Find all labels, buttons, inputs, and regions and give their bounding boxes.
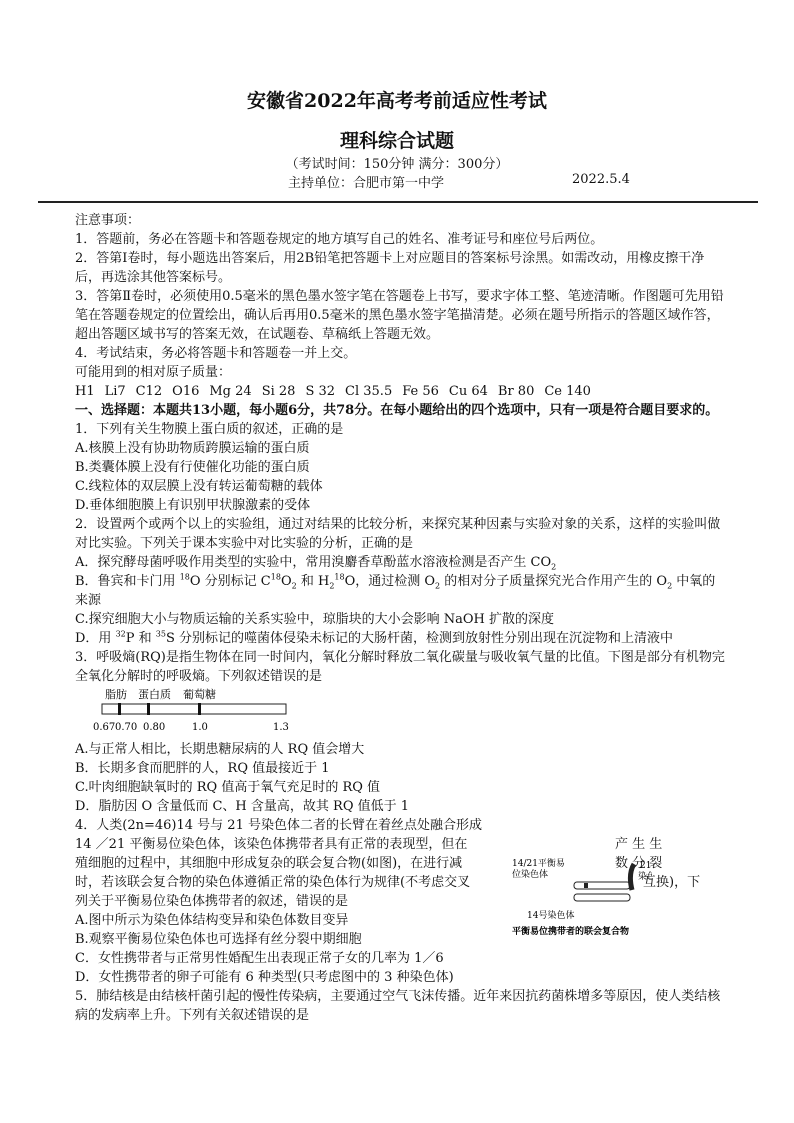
rq-scale-figure [75, 686, 435, 740]
question-5-stem: 5．肺结核是由结核杆菌引起的慢性传染病，主要通过空气飞沫传播。近年来因抗药菌株增多等原因，使人类结核病的发病率上升。下列有关叙述错误的是 [75, 989, 721, 1023]
tick-label: 0.67 [93, 722, 116, 733]
option: A.核膜上没有协助物质跨膜运输的蛋白质 [75, 441, 310, 456]
option-text: O [280, 574, 292, 589]
note-item: 4．考试结束，务必将答题卡和答题卷一并上交。 [75, 346, 357, 361]
tick-label: 1.3 [273, 722, 289, 733]
option-text: 中氧的来源 [75, 574, 716, 608]
mass-item: Fe 56 [402, 384, 439, 399]
tick-label: 0.70 [115, 722, 138, 733]
subscript: 2 [435, 581, 441, 591]
superscript: 18 [334, 572, 345, 582]
superscript: 18 [179, 572, 190, 582]
option: D．女性携带者的卵子可能有 6 种类型(只考虑图中的 3 种染色体) [75, 970, 454, 985]
option [75, 572, 725, 610]
mass-item: H1 [75, 384, 95, 399]
subscript: 2 [291, 581, 297, 591]
exam-subtitle: 理科综合试题 [339, 130, 454, 152]
question-3-stem: 3．呼吸熵(RQ)是指生物体在同一时间内，氧化分解时释放二氧化碳量与吸收氧气量的比值。下图是部分有机物完全氧化分解时的呼吸熵。下列叙述错误的是 [75, 650, 725, 684]
scale-label-fat: 脂肪 [105, 688, 127, 701]
option-text: B．鲁宾和卡门用 [75, 574, 180, 589]
option: C.线粒体的双层膜上没有转运葡萄糖的载体 [75, 479, 323, 494]
tick-label: 1.0 [192, 722, 208, 733]
option: B.类囊体膜上没有行使催化功能的蛋白质 [75, 460, 310, 475]
mass-item: Cu 64 [448, 384, 488, 399]
line-tail: 互换)，下 [643, 875, 701, 890]
fig-label: 21 [640, 861, 652, 871]
section-heading: 一、选择题：本题共13小题，每小题6分，共78分。在每小题给出的四个选项中，只有一项是符合题目要求的。 [75, 403, 719, 418]
fig-label: 染色 [638, 872, 652, 882]
question-4-line [75, 835, 725, 854]
atomic-masses [75, 382, 725, 401]
notes-heading: 注意事项： [75, 213, 141, 228]
option: C.探究细胞大小与物质运输的关系实验中，琼脂块的大小会影响 NaOH 扩散的深度 [75, 612, 555, 627]
option-text: P 和 [125, 631, 156, 646]
subscript: 2 [667, 581, 673, 591]
fig-label: 位染色体 [512, 870, 549, 880]
option-text: O 分别标记 C [189, 574, 271, 589]
host-unit: 主持单位：合肥市第一中学 [288, 176, 445, 191]
mass-item: Cl 35.5 [345, 384, 393, 399]
option: D.垂体细胞膜上有识别甲状腺激素的受体 [75, 498, 311, 513]
line-text: 殖细胞的过程中，其细胞中形成复杂的联会复合物(如图)，在进行减 [75, 856, 463, 871]
synapsis-figure [432, 854, 652, 944]
mass-item: S 32 [305, 384, 336, 399]
option: A.与正常人相比，长期患糖尿病的人 RQ 值会增大 [75, 742, 365, 757]
chromosome-14 [574, 894, 630, 901]
scale-label-protein: 蛋白质 [138, 688, 171, 701]
chromosome-21 [630, 864, 634, 890]
option-text: D．用 [75, 631, 116, 646]
scale-label-glucose: 葡萄糖 [183, 688, 216, 701]
line-tail: 数 分 裂 [615, 856, 663, 871]
question-1-stem: 1．下列有关生物膜上蛋白质的叙述，正确的是 [75, 422, 344, 437]
mass-item: Si 28 [261, 384, 296, 399]
line-text: 时，若该联会复合物的染色体遵循正常的染色体行为规律(不考虑交叉 [75, 875, 471, 890]
mass-item: Mg 24 [209, 384, 252, 399]
line-tail: 产 生 生 [615, 837, 663, 852]
fig-label: 14号染色体 [527, 911, 575, 921]
exam-date: 2022.5.4 [572, 172, 630, 187]
subscript: 2 [329, 581, 335, 591]
option: D．脂肪因 O 含量低而 C、H 含量高，故其 RQ 值低于 1 [75, 799, 410, 814]
mass-item: C12 [135, 384, 163, 399]
question-4-line: 列关于平衡易位染色体携带者的叙述，错误的是 [75, 894, 349, 909]
option: A.图中所示为染色体结构变异和染色体数目变异 [75, 913, 349, 928]
exam-title: 安徽省2022年高考考前适应性考试 [247, 90, 547, 112]
option: C．女性携带者与正常男性婚配生出表现正常子女的几率为 1／6 [75, 951, 444, 966]
fig-label: 14/21平衡易 [512, 859, 565, 869]
option [75, 553, 725, 572]
marker-glucose [198, 703, 201, 715]
option-text: S 分别标记的噬菌体侵染未标记的大肠杆菌，检测到放射性分别出现在沉淀物和上清液中 [165, 631, 673, 646]
note-item: 3．答第Ⅱ卷时，必须使用0.5毫米的黑色墨水签字笔在答题卷上书写，要求字体工整、笔迹清晰。作图题可先用铅笔在答题卷规定的位置绘出，确认后再用0.5毫米的黑色墨水签字笔描清楚。必须在题号所指示的答题区域作答，超出答题区域书写的答案无效，在试题卷、草稿纸上答题无效。 [75, 289, 724, 342]
rq-scale-svg [75, 686, 435, 740]
question-2-stem: 2．设置两个或两个以上的实验组，通过对结果的比较分析，来探究某种因素与实验对象的关系，这样的实验叫做对比实验。下列关于课本实验中对比实验的分析，正确的是 [75, 517, 721, 551]
marker-fat [118, 703, 121, 715]
subscript: 2 [551, 562, 557, 572]
tick-label: 0.80 [143, 722, 166, 733]
option-text: 和 H [296, 574, 330, 589]
superscript: 35 [155, 629, 166, 639]
option-text: 的相对分子质量探究光合作用产生的 O [440, 574, 668, 589]
masses-heading: 可能用到的相对原子质量： [75, 365, 232, 380]
mass-item: Li7 [104, 384, 126, 399]
mass-item: Ce 140 [544, 384, 591, 399]
translocation-chromosome [574, 882, 630, 889]
option-text: O，通过检测 O [344, 574, 436, 589]
option: B．长期多食而肥胖的人，RQ 值最接近于 1 [75, 761, 330, 776]
option [75, 629, 725, 648]
scale-bar [102, 704, 286, 714]
centromere [584, 883, 588, 888]
marker-protein [147, 703, 150, 715]
note-item: 2．答第Ⅰ卷时，每小题选出答案后，用2B铅笔把答题卡上对应题目的答案标号涂黑。如需改动，用橡皮擦干净后，再选涂其他答案标号。 [75, 251, 705, 285]
synapsis-svg [432, 854, 652, 944]
question-4-line: 4．人类(2n=46)14 号与 21 号染色体二者的长臂在着丝点处融合形成 [75, 818, 482, 833]
mass-item: Br 80 [497, 384, 535, 399]
option: C.叶肉细胞缺氧时的 RQ 值高于氧气充足时的 RQ 值 [75, 780, 381, 795]
note-item: 1．答题前，务必在答题卡和答题卷规定的地方填写自己的姓名、准考证号和座位号后两位。 [75, 232, 604, 247]
fig-caption: 平衡易位携带者的联会复合物 [512, 927, 630, 937]
mass-item: O16 [172, 384, 200, 399]
option: B.观察平衡易位染色体也可选择有丝分裂中期细胞 [75, 932, 362, 947]
option-text: A．探究酵母菌呼吸作用类型的实验中，常用溴麝香草酚蓝水溶液检测是否产生 CO [75, 555, 552, 570]
exam-info: （考试时间：150分钟 满分：300分） [285, 157, 509, 172]
superscript: 32 [115, 629, 126, 639]
header-divider [38, 201, 758, 203]
line-text: 14 ／21 平衡易位染色体，该染色体携带者具有正常的表现型，但在 [75, 837, 468, 852]
superscript: 18 [270, 572, 281, 582]
